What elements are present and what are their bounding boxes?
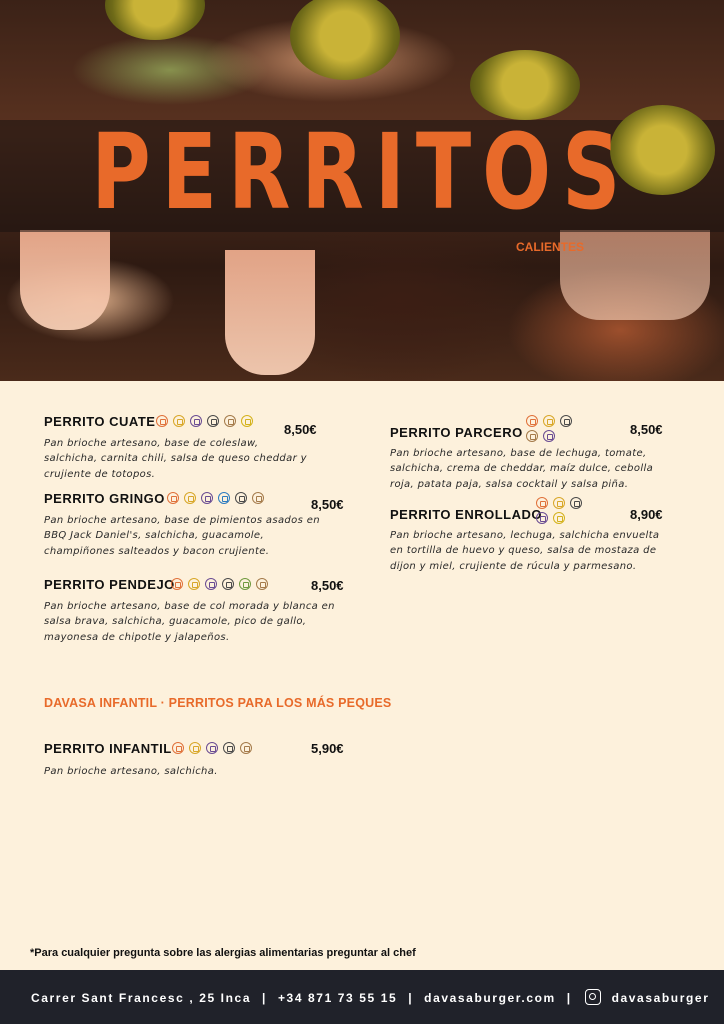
hero-photo (0, 0, 724, 381)
allergen-icons (156, 415, 253, 427)
item-name: PERRITO INFANTIL (44, 741, 172, 756)
allergen-icons (172, 742, 252, 754)
allergen-icon (553, 497, 565, 509)
item-name: PERRITO CUATE (44, 414, 156, 429)
footer-address: Carrer Sant Francesc , 25 Inca (31, 991, 252, 1005)
allergy-note: *Para cualquier pregunta sobre las alergias alimentarias preguntar al chef (30, 947, 416, 959)
allergen-icon (201, 492, 213, 504)
allergen-icons (167, 492, 264, 504)
allergen-icon (188, 578, 200, 590)
allergen-icon (189, 742, 201, 754)
allergen-icon (190, 415, 202, 427)
allergen-icon (223, 742, 235, 754)
allergen-icon (235, 492, 247, 504)
allergen-icon (543, 430, 555, 442)
allergen-icon (205, 578, 217, 590)
item-name: PERRITO GRINGO (44, 491, 165, 506)
page-subtitle: CALIENTES (516, 240, 585, 254)
menu-item (44, 577, 374, 647)
allergen-icon (543, 415, 555, 427)
allergen-icon (256, 578, 268, 590)
allergen-icon (224, 415, 236, 427)
item-price: 8,50€ (311, 497, 344, 512)
allergen-icon (206, 742, 218, 754)
footer-separator: | (262, 991, 267, 1005)
footer-separator: | (408, 991, 414, 1005)
allergen-icon (560, 415, 572, 427)
item-description: Pan brioche artesano, lechuga, salchicha envuelta en tortilla de huevo y queso, salsa de mostaza de dijon y miel, crujiente de rúcula y parmesano. (390, 530, 660, 572)
footer-website-link[interactable]: davasaburger.com (424, 991, 556, 1005)
menu-item (44, 491, 374, 561)
footer-separator: | (566, 991, 572, 1005)
allergen-icon (156, 415, 168, 427)
item-description: Pan brioche artesano, base de col morada y blanca en salsa brava, salchicha, guacamole, pico de gallo, mayonesa de chipotle y jalapeños. (44, 601, 335, 643)
item-description: Pan brioche artesano, salchicha. (44, 766, 218, 777)
footer (0, 970, 724, 1024)
allergen-icon (553, 512, 565, 524)
allergen-icon (526, 415, 538, 427)
menu-item (390, 422, 680, 495)
footer-phone[interactable]: +34 871 73 55 15 (277, 991, 398, 1005)
item-name: PERRITO PARCERO (390, 425, 523, 440)
allergen-icon (171, 578, 183, 590)
allergen-icon (184, 492, 196, 504)
allergen-icon (207, 415, 219, 427)
menu-item (390, 507, 680, 577)
allergen-icons (526, 415, 582, 442)
item-description: Pan brioche artesano, base de lechuga, tomate, salchicha, crema de cheddar, maíz dulce, cebolla roja, patata paja, salsa cocktail y salsa piña. (390, 448, 654, 490)
allergen-icons (171, 578, 268, 590)
allergen-icon (536, 512, 548, 524)
allergen-icon (252, 492, 264, 504)
kids-section-heading: DAVASA INFANTIL · PERRITOS PARA LOS MÁS PEQUES (44, 696, 392, 710)
allergen-icon (240, 742, 252, 754)
sauce-drip (20, 230, 110, 330)
allergen-icon (536, 497, 548, 509)
allergen-icon (526, 430, 538, 442)
instagram-icon (585, 989, 601, 1005)
jalapeno-slice (470, 50, 580, 120)
allergen-icon (172, 742, 184, 754)
footer-instagram-link[interactable]: davasaburger (611, 991, 710, 1005)
item-price: 8,50€ (284, 422, 317, 437)
item-description: Pan brioche artesano, base de pimientos asados en BBQ Jack Daniel's, salchicha, guacamole, champiñones salteados y bacon crujiente. (44, 515, 320, 557)
allergen-icons (536, 497, 596, 524)
item-price: 8,50€ (311, 578, 344, 593)
allergen-icon (222, 578, 234, 590)
jalapeno-slice (105, 0, 205, 40)
page-title: PERRITOS (91, 111, 632, 233)
item-name: PERRITO PENDEJO (44, 577, 175, 592)
sauce-drip (225, 250, 315, 375)
allergen-icon (570, 497, 582, 509)
item-price: 8,90€ (630, 507, 663, 522)
menu-item (44, 414, 374, 484)
menu-item (44, 741, 374, 781)
allergen-icon (218, 492, 230, 504)
item-price: 8,50€ (630, 422, 663, 437)
item-name: PERRITO ENROLLADO (390, 507, 542, 522)
item-price: 5,90€ (311, 741, 344, 756)
allergen-icon (241, 415, 253, 427)
allergen-icon (167, 492, 179, 504)
allergen-icon (173, 415, 185, 427)
item-description: Pan brioche artesano, base de coleslaw, salchicha, carnita chili, salsa de queso cheddar y crujiente de totopos. (44, 438, 307, 480)
jalapeno-slice (290, 0, 400, 80)
allergen-icon (239, 578, 251, 590)
